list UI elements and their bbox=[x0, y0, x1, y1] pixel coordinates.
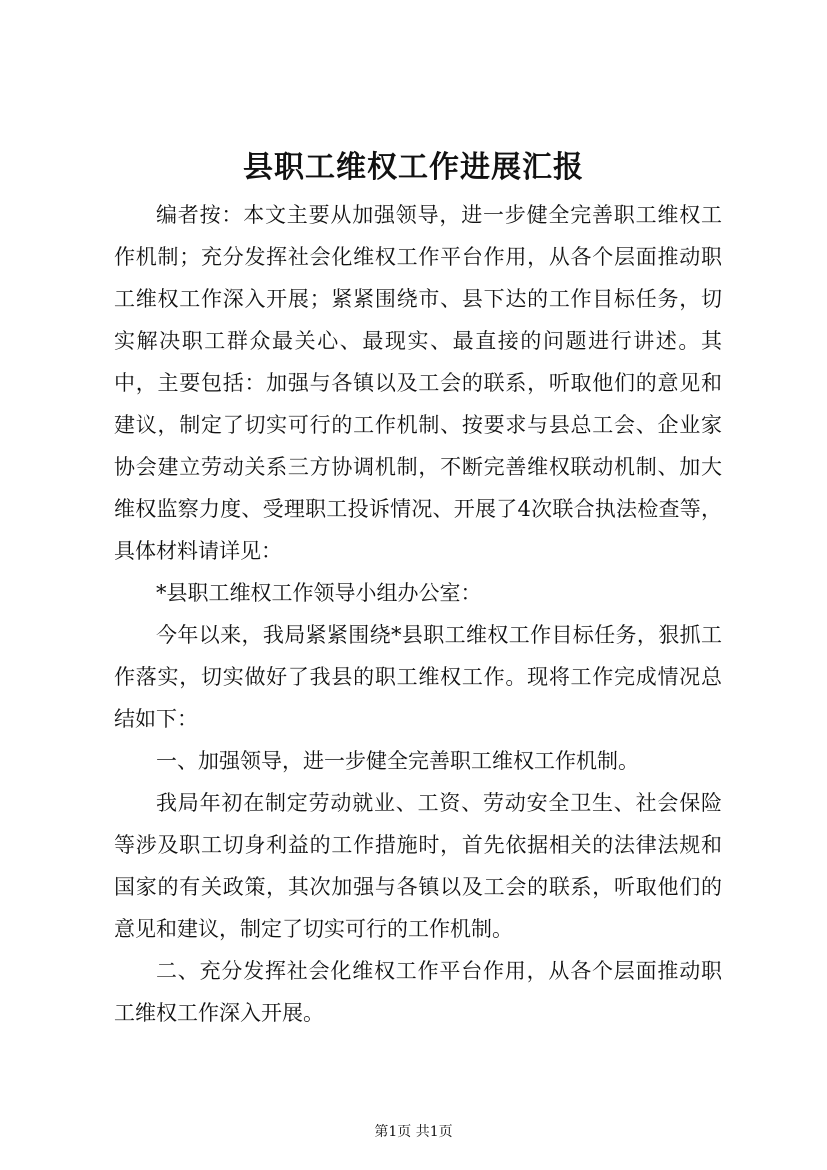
paragraph-section-one-body: 我局年初在制定劳动就业、工资、劳动安全卫生、社会保险等涉及职工切身利益的工作措施时，首先依据相关的法律法规和国家的有关政策，其次加强与各镇以及工会的联系，听取他们的意见和建议，制定了切实可行的工作机制。 bbox=[114, 791, 722, 941]
paragraph-section-one-heading: 一、加强领导，进一步健全完善职工维权工作机制。 bbox=[156, 749, 639, 773]
document-body bbox=[114, 194, 722, 1034]
paragraph-section-two-heading: 二、充分发挥社会化维权工作平台作用，从各个层面推动职工维权工作深入开展。 bbox=[114, 959, 722, 1025]
document-title: 县职工维权工作进展汇报 bbox=[243, 150, 584, 185]
paragraph-intro: 今年以来，我局紧紧围绕*县职工维权工作目标任务，狠抓工作落实，切实做好了我县的职工维权工作。现将工作完成情况总结如下： bbox=[114, 623, 722, 731]
page-footer: 第1页 共1页 bbox=[374, 1124, 453, 1140]
paragraph-addressee: *县职工维权工作领导小组办公室： bbox=[156, 581, 482, 605]
paragraph-editor-note: 编者按：本文主要从加强领导，进一步健全完善职工维权工作机制；充分发挥社会化维权工作平台作用，从各个层面推动职工维权工作深入开展；紧紧围绕市、县下达的工作目标任务，切实解决职工群众最关心、最现实、最直接的问题进行讲述。其中，主要包括：加强与各镇以及工会的联系，听取他们的意见和建议，制定了切实可行的工作机制、按要求与县总工会、企业家协会建立劳动关系三方协调机制，不断完善维权联动机制、加大维权监察力度、受理职工投诉情况、开展了4次联合执法检查等，具体材料请详见： bbox=[114, 203, 722, 563]
